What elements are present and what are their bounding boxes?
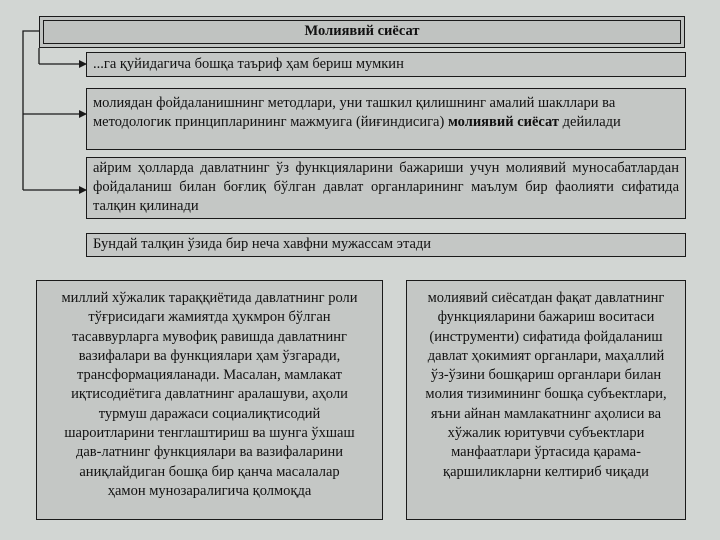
risk-left-line: турмуш даражаси социалиқтисодий: [98, 405, 321, 422]
risk-box-right: [406, 280, 686, 520]
risk-box-left: [36, 280, 383, 520]
risk-right-line: қаршиликларни келтириб чиқади: [443, 463, 649, 480]
risk-left-line: тасаввурларга мувофиқ равишда давлатнинг: [72, 328, 347, 345]
page-title: Молиявий сиёсат: [43, 20, 681, 44]
risk-left-line: аниқлайдиган бошқа бир қанча масалалар: [79, 463, 340, 480]
risk-right-line: манфаатлари ўртасида қарама-: [451, 444, 641, 461]
risk-right-line: функцияларини бажариш воситаси: [437, 309, 655, 326]
risk-left-line: трансформацияланади. Масалан, мамлакат: [77, 367, 342, 384]
risk-right-line: давлат ҳокимият органлари, маҳаллий: [427, 347, 665, 364]
definition-methods-line-1: молиядан фойдаланишнинг методлари, уни ташкил қилишнинг амалий шакллари ва: [93, 95, 616, 111]
risk-right-line: молия тизимининг бошқа субъектлари,: [425, 386, 667, 403]
risk-left-line: миллий хўжалик тараққиётида давлатнинг роли: [61, 290, 358, 306]
risk-left-line: вазифалари ва функциялари ҳам ўзгаради,: [78, 347, 341, 364]
risk-right-line: яъни айнан мамлакатнинг аҳолиси ва: [430, 405, 662, 422]
definition-methods-bold-term: молиявий сиёсат: [447, 114, 560, 131]
definition-activity-text: айрим ҳолларда давлатнинг ўз функцияларини бажариши учун молиявий муносабатлардан фойдаланиш билан боғлиқ бўлган давлат органларининг маълум бир фаолияти сифатида талқин қилинади: [93, 160, 679, 214]
definition-box-activity: [86, 157, 686, 219]
risk-right-line: хўжалик юритувчи субъектлари: [447, 424, 645, 441]
title-box: [39, 16, 685, 48]
risk-left-line: ҳамон мунозаралигича қолмоқда: [107, 482, 312, 499]
risk-right-line: ўз-ўзини бошқариш органлари билан: [430, 367, 662, 384]
risk-left-line: иқтисодиётига давлатнинг аралашуви, аҳоли: [71, 386, 348, 403]
risk-right-line: молиявий сиёсатдан фақат давлатнинг: [427, 290, 665, 306]
definition-methods-line-2: методологик принципларининг мажмуига (йиғиндисига): [93, 114, 445, 131]
risk-right-line: (инструменти) сифатида фойдаланиш: [429, 328, 663, 345]
definition-intro-text: ...га қуйидагича бошқа таъриф ҳам бериш мумкин: [93, 56, 404, 72]
trunk-line: [23, 31, 39, 190]
risk-intro-box: [86, 233, 686, 257]
risk-left-line: шароитларини тенглаштириш ва шунга ўхшаш: [64, 424, 355, 441]
risk-intro-text: Бундай талқин ўзида бир неча хавфни мужассам этади: [93, 236, 432, 252]
risk-left-line: дав-латнинг функциялари ва вазифаларини: [75, 444, 343, 461]
definition-box-methods: [86, 88, 686, 150]
definition-methods-tail: дейилади: [562, 114, 621, 131]
risk-left-line: тўғрисидаги жамиятда ҳукмрон бўлган: [88, 309, 331, 326]
definition-intro-box: [86, 52, 686, 77]
